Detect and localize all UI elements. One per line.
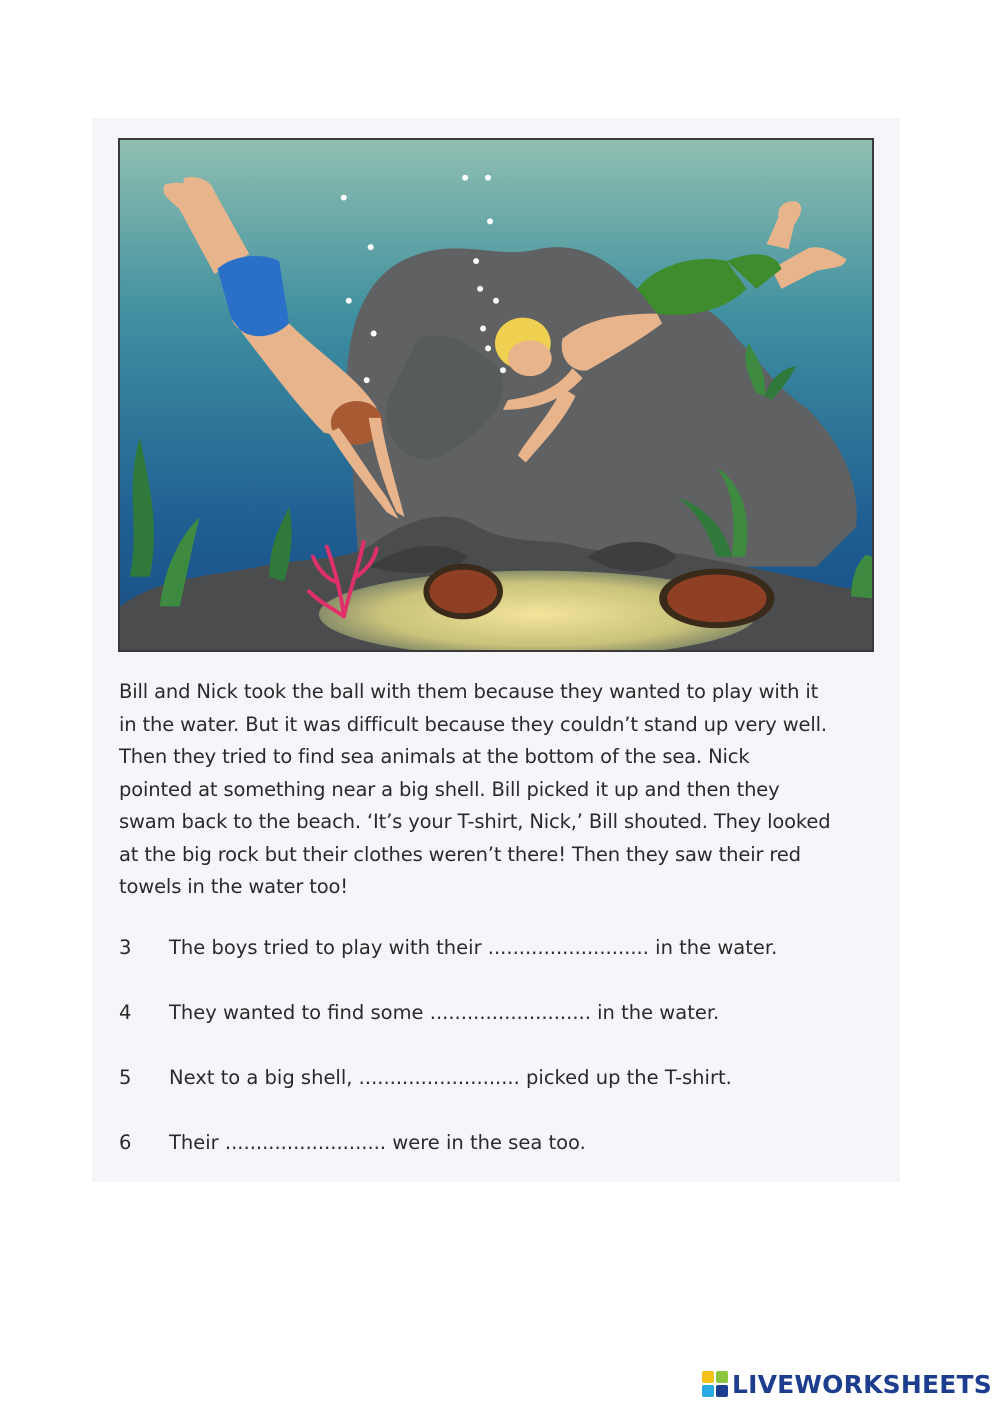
story-line: swam back to the beach. ‘It’s your T-shirt, Nick,’ Bill shouted. They looked bbox=[119, 810, 831, 833]
story-line: Then they tried to find sea animals at the bottom of the sea. Nick bbox=[119, 745, 750, 768]
question-text[interactable]: They wanted to find some .......................... in the water. bbox=[169, 1001, 720, 1024]
story-line: at the big rock but their clothes weren’t there! Then they saw their red bbox=[119, 842, 801, 866]
brand-name: LIVEWORKSHEETS bbox=[731, 1369, 992, 1399]
story-line: in the water. But it was difficult because they couldn’t stand up very well. bbox=[119, 712, 827, 736]
liveworksheets-logo-icon bbox=[702, 1371, 728, 1397]
question-number: 5 bbox=[119, 1066, 132, 1089]
question-number: 4 bbox=[119, 1001, 132, 1024]
question-text[interactable]: Their .......................... were in the sea too. bbox=[169, 1131, 586, 1154]
underwater-illustration bbox=[118, 138, 874, 652]
story-line: pointed at something near a big shell. Bill picked it up and then they bbox=[119, 777, 780, 801]
underwater-scene bbox=[120, 140, 872, 650]
question-text[interactable]: Next to a big shell, .......................... picked up the T-shirt. bbox=[169, 1066, 732, 1089]
question-text[interactable]: The boys tried to play with their .......................... in the water. bbox=[169, 936, 778, 959]
question-number: 3 bbox=[119, 936, 132, 959]
story-line: towels in the water too! bbox=[119, 875, 348, 898]
story-line: Bill and Nick took the ball with them because they wanted to play with it bbox=[119, 680, 819, 703]
question-number: 6 bbox=[119, 1131, 132, 1154]
liveworksheets-brand bbox=[702, 1367, 992, 1401]
story-paragraph bbox=[119, 676, 889, 904]
